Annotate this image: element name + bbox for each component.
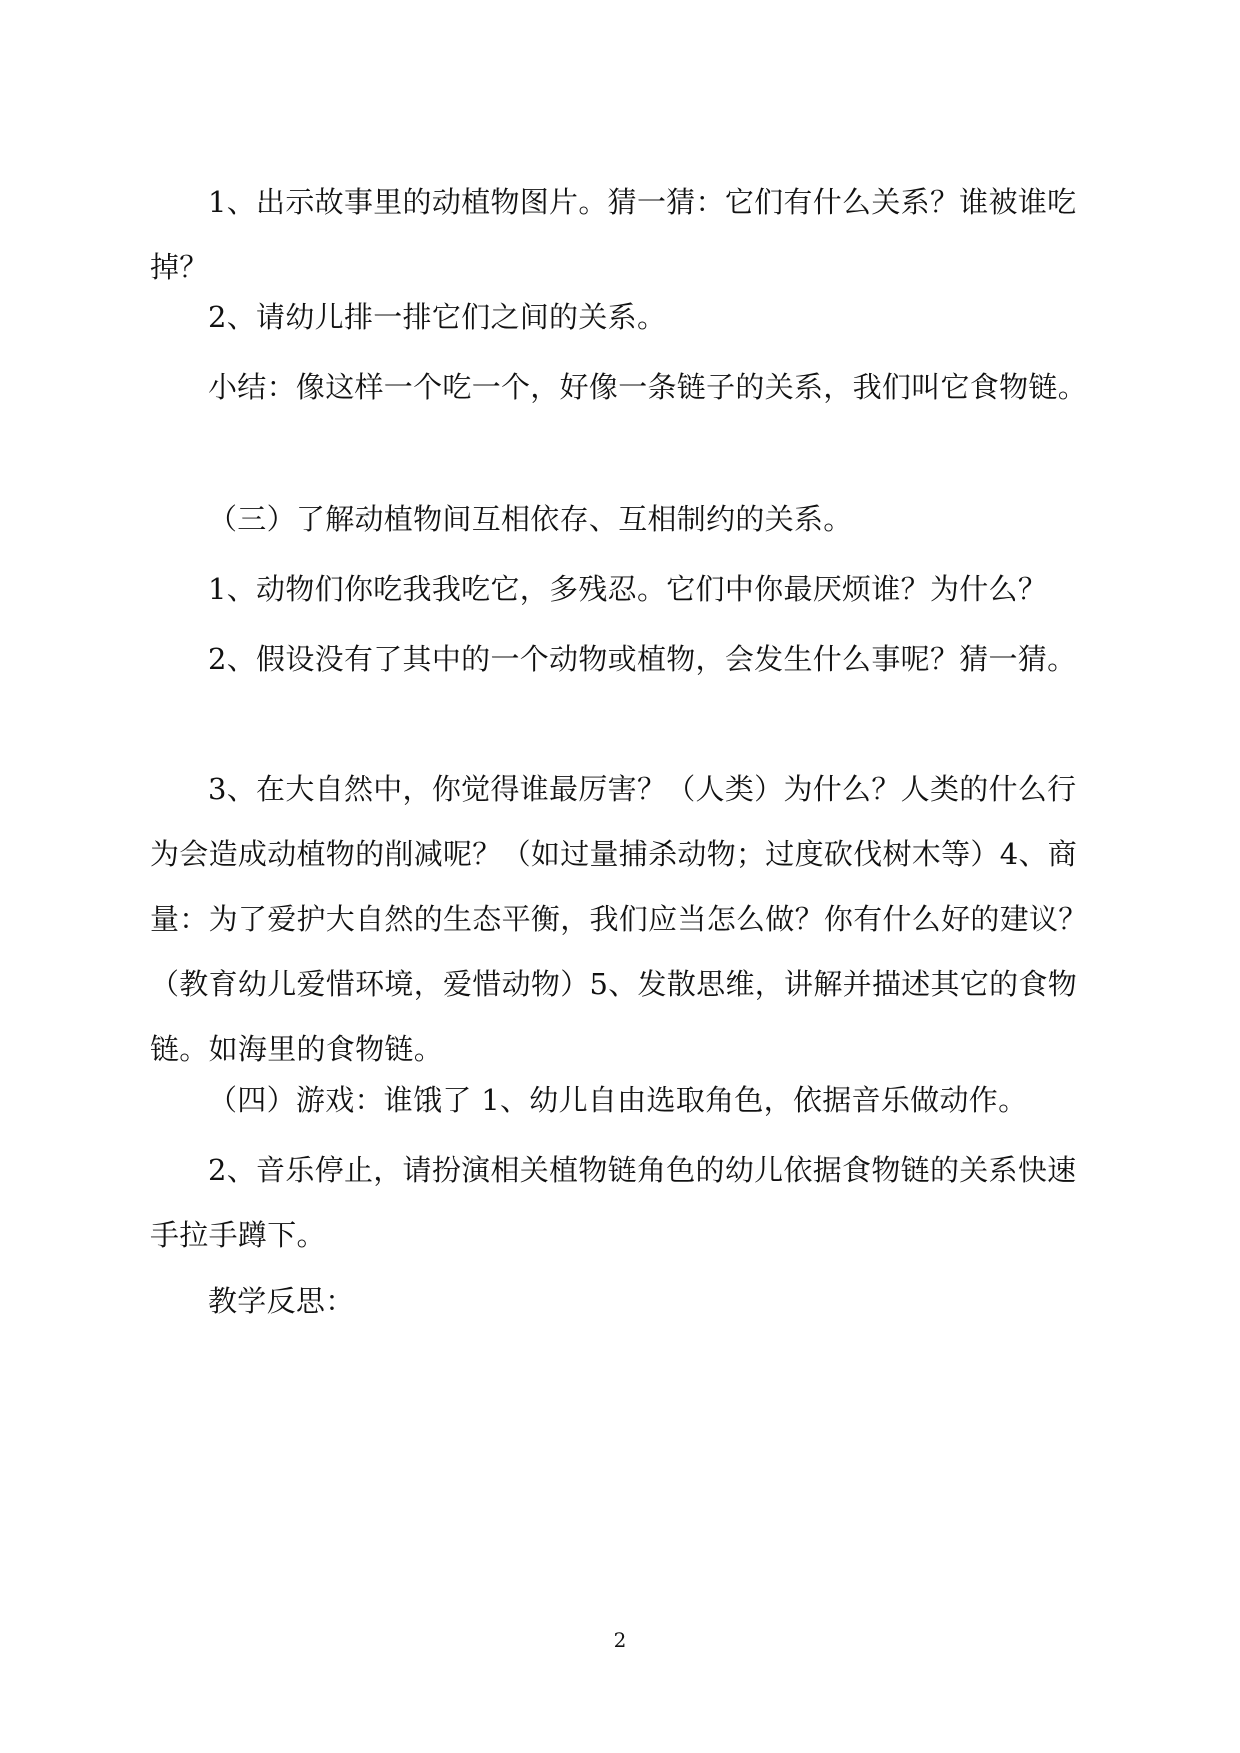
page-number: 2	[613, 1628, 627, 1652]
section-heading-game: （四）游戏：谁饿了 1、幼儿自由选取角色，依据音乐做动作。	[208, 1083, 1028, 1117]
paragraph-music-stop: 2、音乐停止，请扮演相关植物链角色的幼儿依据食物链的关系快速手拉手蹲下。	[150, 1153, 1077, 1252]
paragraph-story-pictures: 1、出示故事里的动植物图片。猜一猜：它们有什么关系？谁被谁吃掉？	[150, 185, 1077, 284]
section-heading-three: （三）了解动植物间互相依存、互相制约的关系。	[208, 502, 853, 536]
paragraph-summary-food-chain: 小结：像这样一个吃一个，好像一条链子的关系，我们叫它食物链。	[208, 370, 1088, 404]
paragraph-animals-question: 1、动物们你吃我我吃它，多残忍。它们中你最厌烦谁？为什么？	[208, 572, 1048, 606]
paragraph-humans-discussion: 3、在大自然中，你觉得谁最厉害？（人类）为什么？人类的什么行为会造成动植物的削减呢？（如过量捕杀动物；过度砍伐树木等）4、商量：为了爱护大自然的生态平衡，我们应当怎么做？你有什么好的建议？（教育幼儿爱惜环境，爱惜动物）5、发散思维，讲解并描述其它的食物链。如海里的食物链。	[150, 772, 1088, 1066]
paragraph-arrange-relations: 2、请幼儿排一排它们之间的关系。	[208, 300, 667, 334]
paragraph-teaching-reflection: 教学反思：	[208, 1284, 355, 1318]
paragraph-missing-species: 2、假设没有了其中的一个动物或植物，会发生什么事呢？猜一猜。	[208, 642, 1077, 676]
